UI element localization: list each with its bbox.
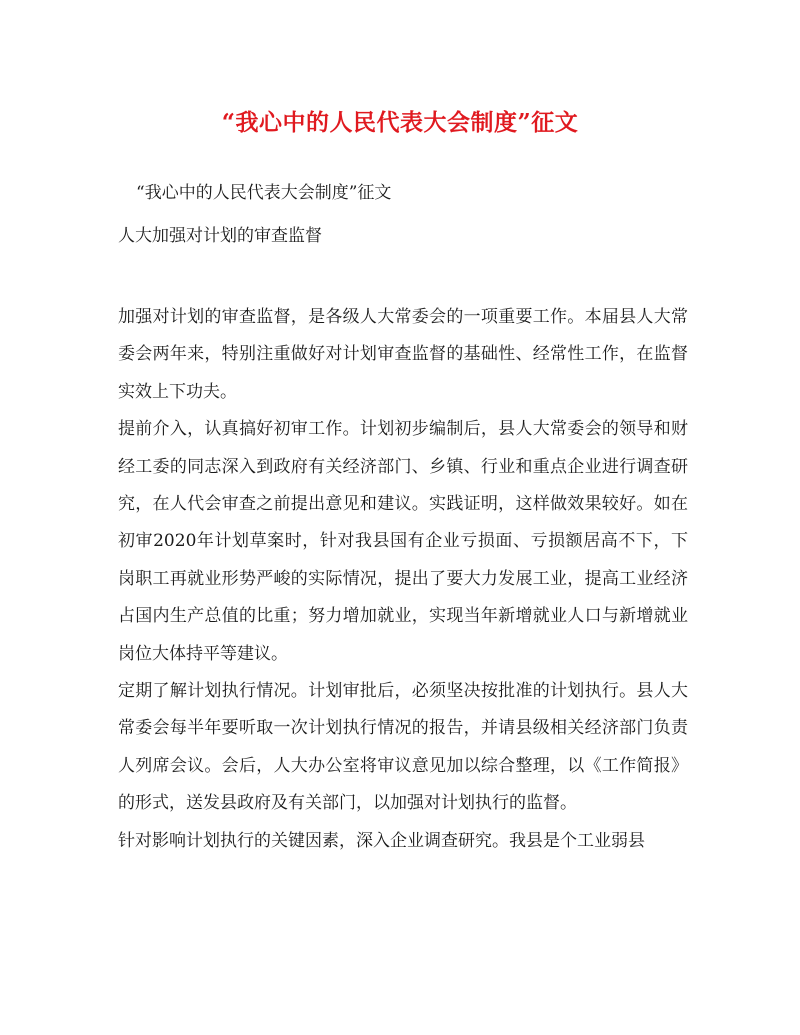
document-subtitle: “我心中的人民代表大会制度”征文 xyxy=(136,183,392,203)
paragraph-4: 针对影响计划执行的关键因素，深入企业调查研究。我县是个工业弱县 xyxy=(118,830,645,851)
paragraph-2: 提前介入，认真搞好初审工作。计划初步编制后，县人大常委会的领导和财经工委的同志深入到政府有关经济部门、乡镇、行业和重点企业进行调查研究，在人代会审查之前提出意见和建议。实践证明，这样做效果较好。如在初审2020年计划草案时，针对我县国有企业亏损面、亏损额居高不下，下岗职工再就业形势严峻的实际情况，提出了要大力发展工业，提高工业经济占国内生产总值的比重；努力增加就业，实现当年新增就业人口与新增就业岗位大体持平等建议。 xyxy=(118,419,688,664)
document-body xyxy=(118,299,688,860)
paragraph-1: 加强对计划的审查监督，是各级人大常委会的一项重要工作。本届县人大常委会两年来，特别注重做好对计划审查监督的基础性、经常性工作，在监督实效上下功夫。 xyxy=(118,307,688,402)
document-heading: 人大加强对计划的审查监督 xyxy=(118,226,322,246)
paragraph-3: 定期了解计划执行情况。计划审批后，必须坚决按批准的计划执行。县人大常委会每半年要听取一次计划执行情况的报告，并请县级相关经济部门负责人列席会议。会后，人大办公室将审议意见加以综合整理，以《工作简报》的形式，送发县政府及有关部门，以加强对计划执行的监督。 xyxy=(118,681,688,814)
document-title: “我心中的人民代表大会制度”征文 xyxy=(221,109,579,136)
